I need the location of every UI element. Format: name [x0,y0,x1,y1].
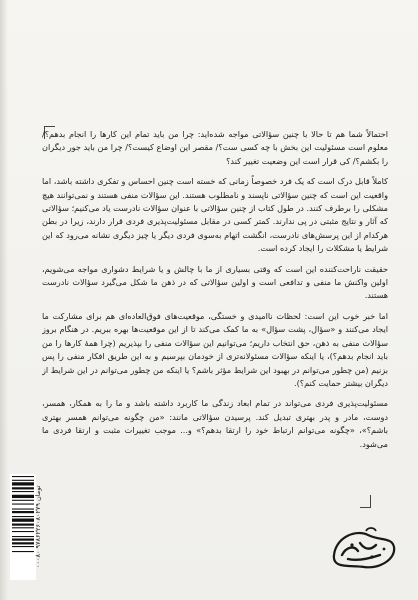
barcode-bar [12,476,34,477]
barcode-bar [12,551,34,552]
back-cover-text [42,128,388,508]
barcode-bar [12,482,34,485]
isbn-number: ۰۰۰۸۰ تومان ۹۷۸۶۲۲۶۰۸۰۲۷۹ [34,485,42,569]
barcode-bar [12,509,34,510]
barcode-bar [12,527,34,528]
close-bracket-ornament [360,495,371,508]
barcode-bar [12,491,34,492]
barcode-bar [12,546,34,547]
publisher-logo-icon [328,525,398,573]
isbn-barcode [10,474,36,580]
spine-shadow [0,0,8,600]
publisher-logo [328,525,398,573]
paragraph-1: احتمالاً شما هم تا حالا با چنین سؤالاتی مواجه شده‌اید: چرا من باید تمام این کارها را انجام بدهم؟/ معلوم است مسئولیت این بخش با چه کسی ست؟/ مقصر این اوضاع کیست؟/ چرا من باید جور دیگران را بکشم؟/ کی قرار است این وضعیت تغییر کند؟ [42,129,388,166]
barcode-bar [12,539,34,541]
paragraph-3: حقیقت ناراحت‌کننده این است که وقتی بسیاری از ما با چالش و یا شرایط دشواری مواجه می‌شویم، اولین واکنش ما منفی و تدافعی است و اولین سؤالاتی که در ذهن ما شکل می‌گیرد سؤالات نادرست هستند. [42,263,388,301]
barcode-bar [12,495,34,498]
barcode-bar [12,511,34,513]
barcode-bars [12,476,34,578]
barcode-bar [12,480,34,481]
barcode-bar [12,487,34,489]
barcode-bar [12,519,34,522]
barcode-bar [12,542,34,544]
paragraph-2: کاملاً قابل درک است که یک فرد خصوصاً زمانی که خسته است چنین احساس و تفکری داشته باشد، اما واقعیت این است که چنین سؤالاتی ناپسند و نامطلوب هستند. این سؤالات منفی هستند و نمی‌توانند هیچ مشکلی را برطرف کنند. در طول کتاب از چنین سؤالاتی با عنوان سؤالات نادرست یاد می‌کنیم؛ سؤالاتی که آثار و نتایج مثبتی در پی ندارند. کمتر کسی در مقابل مسئولیت‌پذیری فردی قرار دارند، زیرا در بطن هرکدام از این پرسش‌های نادرست، انگشت اتهام به‌سوی فردی دیگر یا چیز دیگری نشانه می‌رود که این شرایط یا مشکلات را ایجاد کرده است. [42,176,388,254]
barcode-bar [12,516,34,517]
barcode-bar [12,536,34,537]
barcode-bar [12,531,34,532]
barcode-bar [12,500,34,501]
barcode-bar [12,524,34,526]
barcode-bar [12,504,34,505]
paragraph-4: اما خبر خوب این است: لحظات ناامیدی و خستگی، موقعیت‌های فوق‌العاده‌ای هم برای مشارکت ما ایجاد می‌کنند و «سؤال، پشت سؤال» به ما کمک می‌کند تا از این موقعیت‌ها بهره ببریم. در هنگام بروز سؤالات منفی به ذهن، حق انتخاب داریم؛ می‌توانیم این سؤالات منفی را بپذیریم (چرا همهٔ کارها را من باید انجام بدهم؟)، یا اینکه سؤالات مسئولانه‌تری از خودمان بپرسیم و به این طریق افکار منفی را پس بزنیم (من چطور می‌توانم در بهبود این شرایط مؤثر باشم؟ یا اینکه من چطور می‌توانم در این شرایط از دیگران بیشتر حمایت کنم؟). [42,310,388,388]
paragraph-5: مسئولیت‌پذیری فردی می‌تواند در تمام ابعاد زندگی ما کاربرد داشته باشد و ما را به همکار، همسر، دوست، مادر و پدر بهتری تبدیل کند. پرسیدن سؤالاتی مانند: «من چگونه می‌توانم همسر بهتری باشم؟»، «چگونه می‌توانم ارتباط خود را ارتقا بدهم؟» و... موجب تغییرات مثبت و ارتقا فردی ما می‌شود. [42,398,388,449]
